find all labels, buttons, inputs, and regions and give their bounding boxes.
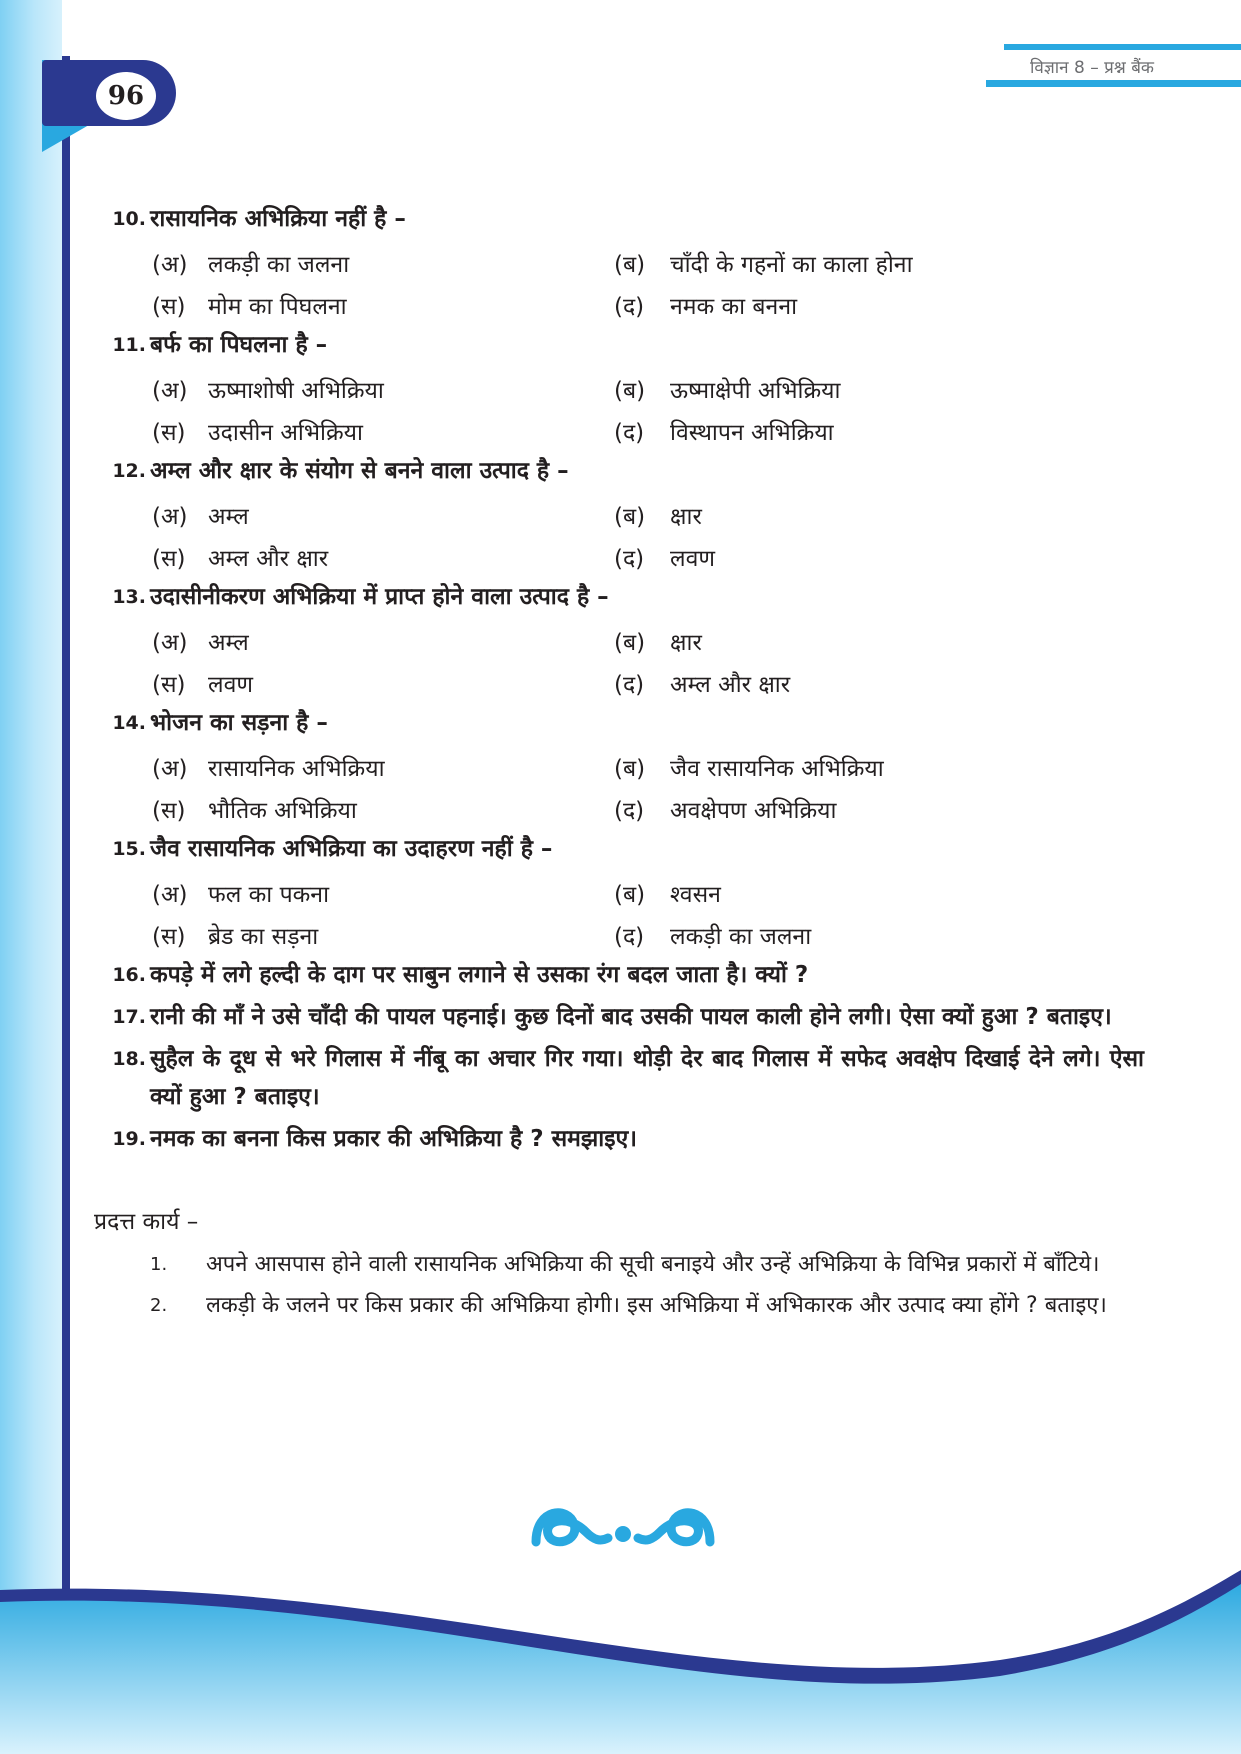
question-text: सुहैल के दूध से भरे गिलास में नींबू का अचार गिर गया। थोड़ी देर बाद गिलास में सफेद अवक्षेप दिखाई देने लगे। ऐसा क्यों हुआ ? बताइए। [150,1046,1144,1110]
question-text: कपड़े में लगे हल्दी के दाग पर साबुन लगाने से उसका रंग बदल जाता है। क्यों ? [150,962,809,988]
question-text: रासायनिक अभिक्रिया नहीं है – [150,206,406,232]
assignment-number: 1. [150,1254,168,1275]
option-label: (ब) [614,252,646,278]
option-label: (स) [152,294,186,320]
assignment-item [150,1248,1144,1281]
option-text: भौतिक अभिक्रिया [208,798,357,824]
option [152,919,614,951]
option-text: नमक का बनना [670,294,798,320]
question-number: 12. [112,460,146,482]
option-label: (अ) [152,882,188,908]
ornament-divider-icon [528,1498,718,1558]
option [614,751,1076,783]
option-label: (द) [614,546,645,572]
book-title: विज्ञान 8 – प्रश्न बैंक [1030,58,1154,78]
option-text: लवण [208,672,254,698]
options [152,494,1144,578]
main-content [94,200,1144,1322]
option [614,625,1076,657]
option [152,415,614,447]
question-block [94,326,1144,452]
option [614,793,1076,825]
option-label: (अ) [152,252,188,278]
option-text: श्वसन [670,882,721,908]
question [94,326,1144,364]
option-text: अम्ल और क्षार [208,546,329,572]
option-label: (ब) [614,756,646,782]
option-label: (अ) [152,378,188,404]
option-text: लवण [670,546,716,572]
option-text: अम्ल और क्षार [670,672,791,698]
question [94,704,1144,742]
option-label: (द) [614,420,645,446]
option-label: (द) [614,672,645,698]
option-label: (स) [152,672,186,698]
question [94,956,1144,994]
option-label: (अ) [152,756,188,782]
option-text: अम्ल [208,504,249,530]
option [614,667,1076,699]
option-text: ऊष्माक्षेपी अभिक्रिया [670,378,841,404]
option [614,289,1076,321]
option [152,247,614,279]
option-text: क्षार [670,504,702,530]
option-label: (ब) [614,882,646,908]
option [614,373,1076,405]
option [152,289,614,321]
question [94,1040,1144,1116]
option-label: (स) [152,924,186,950]
option-text: ब्रेड का सड़ना [208,924,319,950]
option [614,499,1076,531]
question-block [94,830,1144,956]
question-number: 18. [112,1048,146,1070]
option-text: मोम का पिघलना [208,294,347,320]
assignment-item [150,1289,1144,1322]
question-text: नमक का बनना किस प्रकार की अभिक्रिया है ? समझाइए। [150,1126,637,1152]
option [152,373,614,405]
option-label: (स) [152,420,186,446]
question-number: 17. [112,1006,146,1028]
option-text: लकड़ी का जलना [208,252,350,278]
option-label: (अ) [152,504,188,530]
page-number: 96 [96,72,156,120]
question [94,200,1144,238]
question-text: उदासीनीकरण अभिक्रिया में प्राप्त होने वाला उत्पाद है – [150,584,609,610]
question-number: 10. [112,208,146,230]
options [152,368,1144,452]
option-label: (स) [152,798,186,824]
option [152,751,614,783]
option-label: (ब) [614,630,646,656]
option [614,877,1076,909]
option [152,541,614,573]
assignment-heading: प्रदत्त कार्य – [94,1209,199,1235]
header-rule-top [1004,44,1241,50]
question [94,1120,1144,1158]
option [614,415,1076,447]
question-text: जैव रासायनिक अभिक्रिया का उदाहरण नहीं है – [150,836,553,862]
question [94,998,1144,1036]
option-label: (ब) [614,378,646,404]
question-number: 15. [112,838,146,860]
option [152,499,614,531]
question-number: 19. [112,1128,146,1150]
footer-wave-decoration [0,1560,1241,1754]
option-text: ऊष्माशोषी अभिक्रिया [208,378,384,404]
question-block [94,452,1144,578]
option [152,667,614,699]
question [94,578,1144,616]
question-text: अम्ल और क्षार के संयोग से बनने वाला उत्पाद है – [150,458,569,484]
left-vertical-rule [62,56,70,1616]
option-text: उदासीन अभिक्रिया [208,420,363,446]
option-text: चाँदी के गहनों का काला होना [670,252,913,278]
options [152,746,1144,830]
option-label: (द) [614,798,645,824]
option [152,793,614,825]
assignment-number: 2. [150,1295,168,1316]
question-block [94,578,1144,704]
option-text: अवक्षेपण अभिक्रिया [670,798,837,824]
question [94,830,1144,868]
question-text: बर्फ का पिघलना है – [150,332,328,358]
assignment-text: अपने आसपास होने वाली रासायनिक अभिक्रिया की सूची बनाइये और उन्हें अभिक्रिया के विभिन्न प्रकारों में बाँटिये। [206,1252,1100,1277]
assignment-text: लकड़ी के जलने पर किस प्रकार की अभिक्रिया होगी। इस अभिक्रिया में अभिकारक और उत्पाद क्या होंगे ? बताइए। [206,1293,1107,1318]
option-label: (द) [614,924,645,950]
question-number: 13. [112,586,146,608]
options [152,242,1144,326]
option-label: (स) [152,546,186,572]
option-text: अम्ल [208,630,249,656]
option-text: जैव रासायनिक अभिक्रिया [670,756,884,782]
option-text: रासायनिक अभिक्रिया [208,756,385,782]
option-text: लकड़ी का जलना [670,924,812,950]
question-number: 16. [112,964,146,986]
option [614,247,1076,279]
option-text: विस्थापन अभिक्रिया [670,420,834,446]
left-decorative-band [0,0,62,1754]
option-label: (ब) [614,504,646,530]
options [152,872,1144,956]
option-label: (द) [614,294,645,320]
option [614,541,1076,573]
option-label: (अ) [152,630,188,656]
options [152,620,1144,704]
option [152,625,614,657]
question-number: 11. [112,334,146,356]
header-rule-bottom [986,80,1241,87]
option-text: फल का पकना [208,882,330,908]
question-block [94,704,1144,830]
option-text: क्षार [670,630,702,656]
question-block [94,200,1144,326]
option [614,919,1076,951]
option [152,877,614,909]
question-text: भोजन का सड़ना है – [150,710,328,736]
question [94,452,1144,490]
question-number: 14. [112,712,146,734]
question-text: रानी की माँ ने उसे चाँदी की पायल पहनाई। कुछ दिनों बाद उसकी पायल काली होने लगी। ऐसा क्यों हुआ ? बताइए। [150,1004,1112,1030]
